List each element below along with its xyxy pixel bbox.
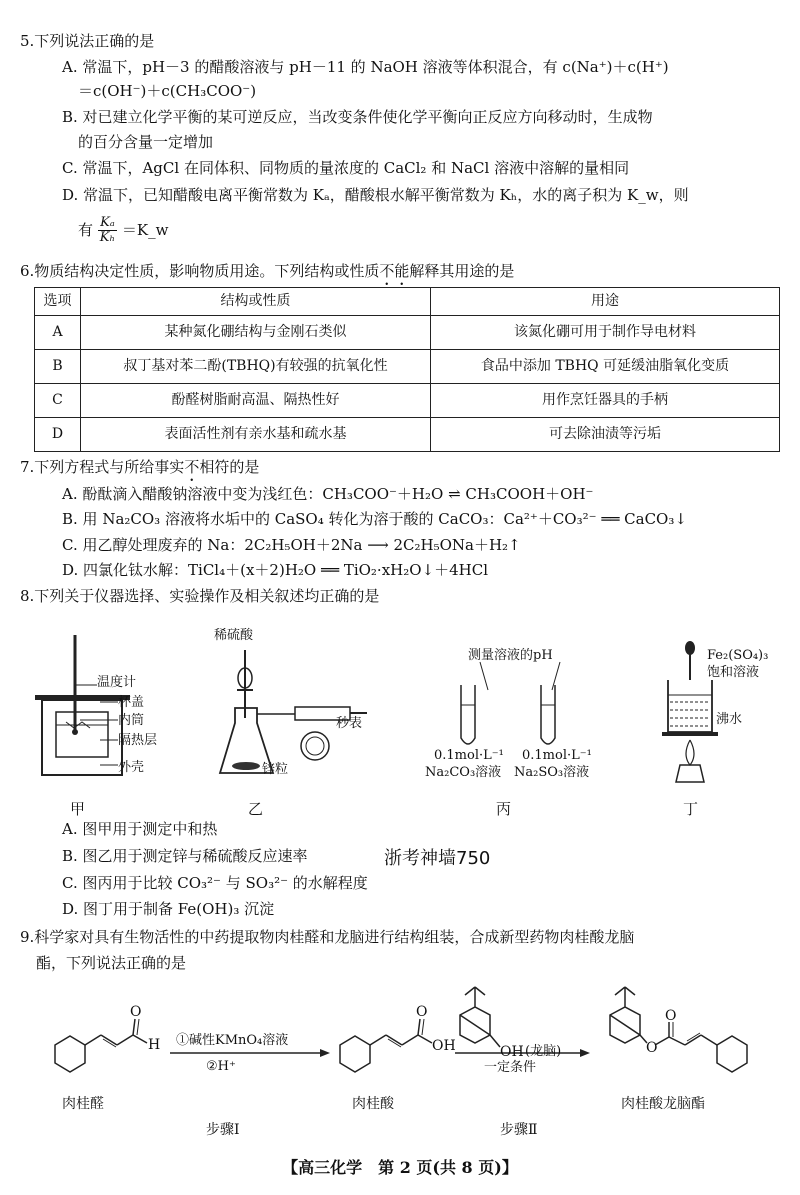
acid-oh-group: OH xyxy=(432,1038,456,1054)
table-header: 选项 xyxy=(35,288,81,316)
aldehyde-h-atom: H xyxy=(148,1037,161,1053)
q5-option-d-line1: D. 常温下，已知醋酸电离平衡常数为 Kₐ，醋酸根水解平衡常数为 Kₕ，水的离子积为 K_w，则 xyxy=(62,186,689,204)
step2-condition: 一定条件 xyxy=(484,1060,537,1075)
table-cell: B xyxy=(35,350,81,384)
label-stopwatch: 秒表 xyxy=(336,716,363,731)
table-header: 结构或性质 xyxy=(81,288,431,316)
step1-reagent-2: ②H⁺ xyxy=(206,1059,236,1074)
q8-stem: 8.下列关于仪器选择、实验操作及相关叙述均正确的是 xyxy=(20,587,380,605)
ester-o-atom: O xyxy=(646,1040,658,1056)
table-cell: 用作烹饪器具的手柄 xyxy=(431,384,780,418)
label-shell: 外壳 xyxy=(118,760,145,775)
table-cell: A xyxy=(35,316,81,350)
q9-stem-line1: 9.科学家对具有生物活性的中药提取物肉桂醛和龙脑进行结构组装，合成新型药物肉桂酸龙脑 xyxy=(20,928,635,946)
label-zinc: 锌粒 xyxy=(262,762,289,777)
borneol-label: (龙脑) xyxy=(525,1044,562,1059)
q7-option-d: D. 四氯化钛水解：TiCl₄＋(x＋2)H₂O ══ TiO₂·xH₂O↓＋4HCl xyxy=(62,561,489,579)
table-header: 用途 xyxy=(431,288,780,316)
figure-label-ding: 丁 xyxy=(683,800,699,818)
synthesis-scheme xyxy=(35,985,775,1110)
calorimeter-leader-lines xyxy=(70,680,130,770)
table-cell: 食品中添加 TBHQ 可延缓油脂氧化变质 xyxy=(431,350,780,384)
test-tubes-figure xyxy=(448,660,598,755)
q7-stem-emphasis: 不 xyxy=(184,458,200,476)
table-row xyxy=(35,418,780,452)
borneol-oh-group: OH xyxy=(500,1044,524,1060)
table-cell: 可去除油渍等污垢 xyxy=(431,418,780,452)
figure-label-yi: 乙 xyxy=(248,800,264,818)
q6-stem-text: 6.物质结构决定性质，影响物质用途。下列结构或性质 xyxy=(20,262,380,280)
compound-name-3: 肉桂酸龙脑酯 xyxy=(621,1096,705,1112)
compound-name-2: 肉桂酸 xyxy=(352,1096,394,1112)
q5-stem: 5.下列说法正确的是 xyxy=(20,32,155,50)
q6-table xyxy=(34,287,780,452)
q5-d-numerator: Kₐ xyxy=(98,216,117,231)
q5-option-d-line2 xyxy=(78,216,783,246)
table-cell: 叔丁基对苯二酚(TBHQ)有较强的抗氧化性 xyxy=(81,350,431,384)
q5-d-suffix: ＝K_w xyxy=(121,220,169,239)
boiling-water-apparatus xyxy=(660,640,720,790)
q6-stem-text-end: 解释其用途的是 xyxy=(409,262,515,280)
q5-d-denominator: Kₕ xyxy=(99,230,116,246)
page-footer: 【高三化学 第 2 页(共 8 页)】 xyxy=(282,1158,518,1177)
q5-option-a-line1: A. 常温下，pH－3 的醋酸溶液与 pH－11 的 NaOH 溶液等体积混合，有 c(Na⁺)＋c(H⁺) xyxy=(62,58,669,76)
q7-stem-text: 7.下列方程式与所给事实 xyxy=(20,458,185,476)
q5-d-prefix: 有 xyxy=(78,220,94,239)
label-lid: 杯盖 xyxy=(118,695,145,710)
q8-option-c: C. 图丙用于比较 CO₃²⁻ 与 SO₃²⁻ 的水解程度 xyxy=(62,874,368,892)
step2-label: 步骤Ⅱ xyxy=(500,1122,538,1138)
q5-option-c: C. 常温下，AgCl 在同体积、同物质的量浓度的 CaCl₂ 和 NaCl 溶液中溶解的量相同 xyxy=(62,159,630,177)
table-cell: C xyxy=(35,384,81,418)
label-saturated-solution: 饱和溶液 xyxy=(707,665,760,680)
label-boiling-water: 沸水 xyxy=(716,712,743,727)
q7-stem xyxy=(20,458,780,485)
table-cell: D xyxy=(35,418,81,452)
label-inner-cup: 内筒 xyxy=(118,713,145,728)
figure-label-bing: 丙 xyxy=(496,800,512,818)
table-cell: 表面活性剂有亲水基和疏水基 xyxy=(81,418,431,452)
label-insulation: 隔热层 xyxy=(118,733,158,748)
q7-option-b: B. 用 Na₂CO₃ 溶液将水垢中的 CaSO₄ 转化为溶于酸的 CaCO₃：Ca²⁺＋CO₃²⁻ ══ CaCO₃↓ xyxy=(62,510,687,528)
q5-option-b-line2: 的百分含量一定增加 xyxy=(78,133,214,151)
label-dilute-acid: 稀硫酸 xyxy=(214,628,254,643)
label-reagent: Fe₂(SO₄)₃ xyxy=(707,648,769,663)
compound-name-1: 肉桂醛 xyxy=(62,1096,104,1112)
label-thermometer: 温度计 xyxy=(97,675,137,690)
q8-option-d: D. 图丁用于制备 Fe(OH)₃ 沉淀 xyxy=(62,900,275,918)
q5-option-a-line2: ＝c(OH⁻)＋c(CH₃COO⁻) xyxy=(78,82,257,100)
label-solution-1: Na₂CO₃溶液 xyxy=(425,765,502,780)
q8-option-b: B. 图乙用于测定锌与稀硫酸反应速率 xyxy=(62,847,308,865)
table-cell: 该氮化硼可用于制作导电材料 xyxy=(431,316,780,350)
q7-option-a: A. 酚酞滴入醋酸钠溶液中变为浅红色：CH₃COO⁻＋H₂O ⇌ CH₃COOH＋OH⁻ xyxy=(62,485,594,503)
label-conc-2: 0.1mol·L⁻¹ xyxy=(522,748,592,763)
q9-stem-line2: 酯，下列说法正确的是 xyxy=(36,954,187,972)
q6-stem xyxy=(20,262,780,289)
table-row xyxy=(35,316,780,350)
table-row xyxy=(35,350,780,384)
table-cell: 酚醛树脂耐高温、隔热性好 xyxy=(81,384,431,418)
carbonyl-o-atom: O xyxy=(665,1008,677,1024)
aldehyde-o-atom: O xyxy=(130,1004,142,1020)
figure-label-jia: 甲 xyxy=(70,800,86,818)
watermark: 浙考神墙750 xyxy=(384,848,491,869)
q7-option-c: C. 用乙醇处理废弃的 Na：2C₂H₅OH＋2Na ⟶ 2C₂H₅ONa＋H₂↑ xyxy=(62,536,521,554)
table-row xyxy=(35,384,780,418)
q5-option-b-line1: B. 对已建立化学平衡的某可逆反应，当改变条件使化学平衡向正反应方向移动时，生成物 xyxy=(62,108,653,126)
q6-stem-emphasis: 不能 xyxy=(379,262,410,280)
table-cell: 某种氮化硼结构与金刚石类似 xyxy=(81,316,431,350)
label-solution-2: Na₂SO₃溶液 xyxy=(514,765,590,780)
label-conc-1: 0.1mol·L⁻¹ xyxy=(434,748,504,763)
q7-stem-text-end: 相符的是 xyxy=(199,458,260,476)
table-header-row xyxy=(35,288,780,316)
acid-o-atom: O xyxy=(416,1004,428,1020)
step1-label: 步骤Ⅰ xyxy=(206,1122,240,1138)
label-measure-ph: 测量溶液的pH xyxy=(468,648,553,663)
q5-d-fraction xyxy=(98,216,117,246)
step1-reagent-1: ①碱性KMnO₄溶液 xyxy=(176,1033,289,1048)
q8-option-a: A. 图甲用于测定中和热 xyxy=(62,820,218,838)
